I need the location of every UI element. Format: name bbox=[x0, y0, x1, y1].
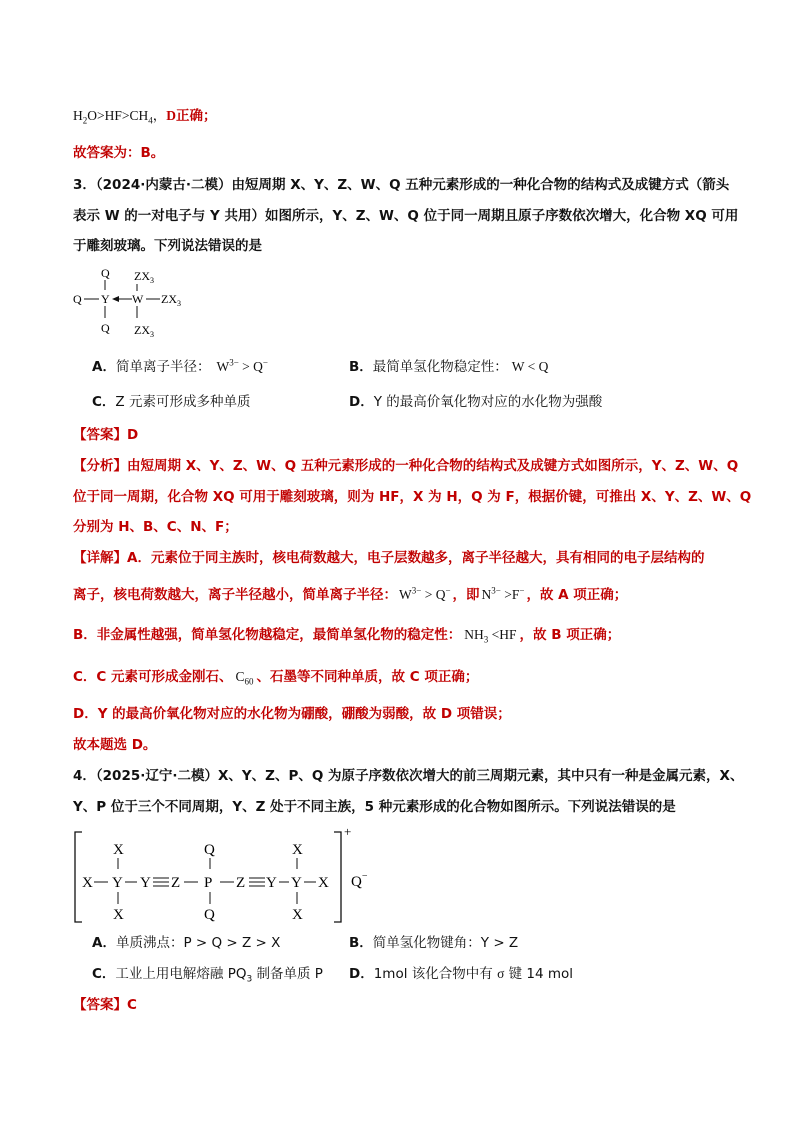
q4-option-a[interactable]: A．单质沸点：P > Q > Z > X bbox=[92, 935, 281, 951]
q4-atom-y-left: Y bbox=[112, 875, 123, 891]
prev-answer-line: 故答案为：B。 bbox=[73, 145, 165, 161]
q3-analysis-line1: 【分析】由短周期 X、Y、Z、W、Q 五种元素形成的一种化合物的结构式及成键方式如图所示，Y、Z、W、Q bbox=[73, 458, 739, 474]
q3-option-c[interactable]: C．Z 元素可形成多种单质 bbox=[92, 394, 251, 410]
q4-atom-p: P bbox=[204, 875, 213, 891]
q4-structure-diagram bbox=[70, 824, 390, 928]
q3-detail-a2: 离子，核电荷数越大，离子半径越小，简单离子半径： $W^{3-} > Q^-$ ，即 $N^{3-} >F^-$ ，故 A 项正确； bbox=[73, 585, 628, 603]
q4-atom-x-right: X bbox=[318, 875, 329, 891]
q3-atom-q-top: Q bbox=[101, 266, 110, 280]
q3-atom-q-bottom: Q bbox=[101, 321, 110, 335]
q3-option-a[interactable]: A．简单离子半径： $W^{3-} > Q^-$ bbox=[92, 357, 268, 375]
q3-stem-line2: 表示 W 的一对电子与 Y 共用）如图所示，Y、Z、W、Q 位于同一周期且原子序数依次增大，化合物 XQ 可用 bbox=[73, 208, 739, 224]
q4-atom-x-bottom-left: X bbox=[113, 907, 124, 923]
q4-stem-line2: Y、P 位于三个不同周期，Y、Z 处于不同主族，5 种元素形成的化合物如图所示。下列说法错误的是 bbox=[73, 799, 676, 815]
q3-option-b[interactable]: B．最简单氢化物稳定性： W < Q bbox=[349, 359, 549, 375]
q4-answer: 【答案】C bbox=[73, 997, 137, 1013]
q3-conclusion: 故本题选 D。 bbox=[73, 737, 157, 753]
q4-atom-z-left: Z bbox=[171, 875, 181, 891]
q4-atom-x-bottom-right: X bbox=[292, 907, 303, 923]
q4-charge-plus: + bbox=[344, 824, 352, 839]
q3-stem-line1: 3．（2024·内蒙古·二模）由短周期 X、Y、Z、W、Q 五种元素形成的一种化合物的结构式及成键方式（箭头 bbox=[73, 177, 730, 193]
q3-detail-a1: 【详解】A．元素位于同主族时，核电荷数越大，电子层数越多，离子半径越大，具有相同的电子层结构的 bbox=[73, 550, 705, 566]
q3-option-d[interactable]: D．Y 的最高价氧化物对应的水化物为强酸 bbox=[349, 394, 603, 410]
q3-atom-q-left: Q bbox=[73, 292, 82, 306]
q4-atom-q-bottom: Q bbox=[204, 907, 215, 923]
q3-atom-y: Y bbox=[101, 292, 110, 306]
q4-option-c[interactable]: C．工业上用电解熔融 $PQ_3$ 制备单质 P bbox=[92, 966, 323, 985]
q4-atom-x-top-left: X bbox=[113, 842, 124, 858]
q4-atom-y-2: Y bbox=[140, 875, 151, 891]
q4-stem-line1: 4．（2025·辽宁·二模）X、Y、Z、P、Q 为原子序数依次增大的前三周期元素，其中只有一种是金属元素，X、 bbox=[73, 768, 744, 784]
q3-detail-b: B．非金属性越强，简单氢化物越稳定，最简单氢化物的稳定性： $NH_3 <HF$ ，故 B 项正确； bbox=[73, 627, 621, 645]
q3-structure-diagram bbox=[70, 262, 210, 340]
q3-stem-line3: 于雕刻玻璃。下列说法错误的是 bbox=[73, 238, 262, 254]
q4-atom-y-3: Y bbox=[266, 875, 277, 891]
q3-group-zx-bottom: $ZX_3$ bbox=[134, 323, 154, 339]
q4-atom-q-top: Q bbox=[204, 842, 215, 858]
q3-detail-c: C．C 元素可形成金刚石、 $C_{60}$ 、石墨等不同种单质，故 C 项正确； bbox=[73, 669, 479, 687]
q4-atom-y-right: Y bbox=[291, 875, 302, 891]
q3-atom-w: W bbox=[132, 292, 144, 306]
q4-counter-ion: Q− bbox=[351, 871, 368, 890]
q3-detail-d: D．Y 的最高价氧化物对应的水化物为硼酸，硼酸为弱酸，故 D 项错误； bbox=[73, 706, 511, 722]
q3-group-zx-top: $ZX_3$ bbox=[134, 269, 154, 285]
q4-option-b[interactable]: B．简单氢化物键角：Y > Z bbox=[349, 935, 519, 951]
q4-atom-x-left: X bbox=[82, 875, 93, 891]
q3-analysis-line2: 位于同一周期，化合物 XQ 可用于雕刻玻璃，则为 HF，X 为 H，Q 为 F，根据价键，可推出 X、Y、Z、W、Q bbox=[73, 489, 752, 505]
q4-atom-z-right: Z bbox=[236, 875, 246, 891]
q3-answer: 【答案】D bbox=[73, 427, 139, 443]
prev-formula-line: $H_2O>HF>CH_4$，D正确； bbox=[73, 108, 217, 126]
q3-analysis-line3: 分别为 H、B、C、N、F； bbox=[73, 519, 238, 535]
q4-atom-x-top-right: X bbox=[292, 842, 303, 858]
q3-group-zx-right: $ZX_3$ bbox=[161, 292, 181, 308]
q4-option-d[interactable]: D．1mol 该化合物中有 σ 键 14 mol bbox=[349, 966, 574, 982]
